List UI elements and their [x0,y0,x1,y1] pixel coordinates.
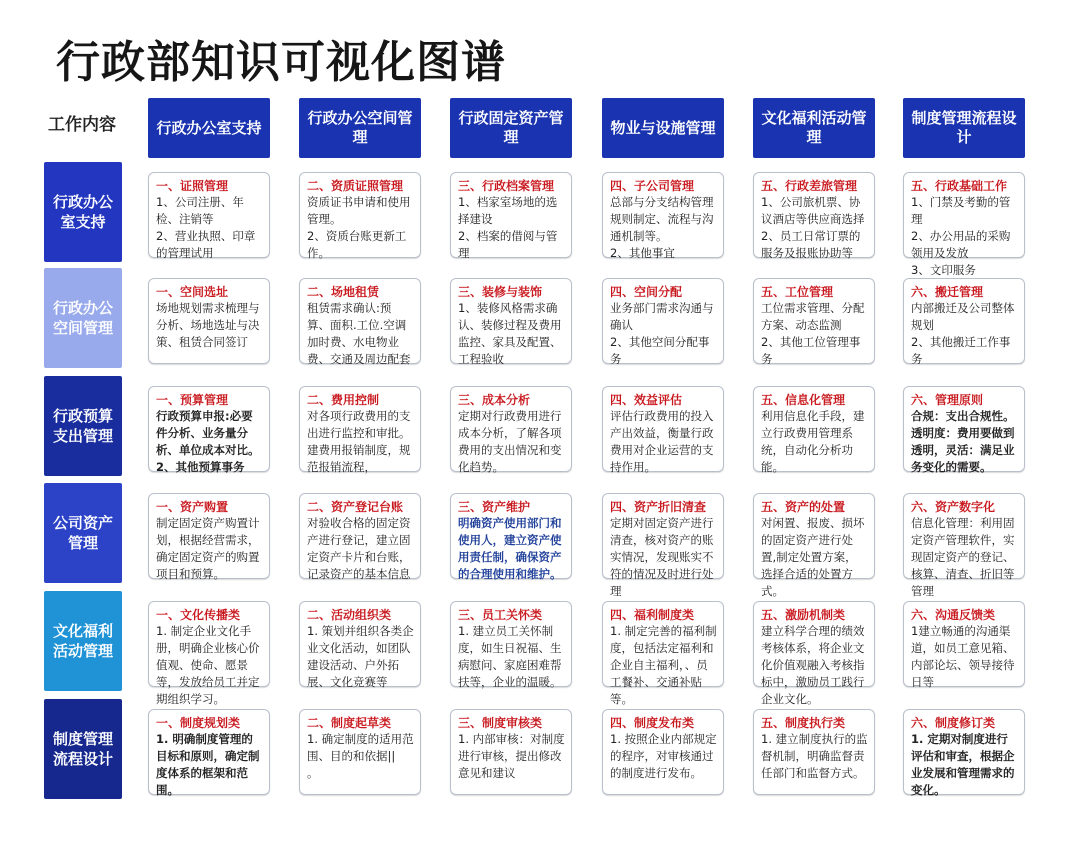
knowledge-cell [148,493,270,579]
row-header [44,268,122,368]
cell-title: 六、搬迁管理 [911,285,984,299]
knowledge-cell [299,709,421,795]
cell-title: 三、制度审核类 [458,716,543,730]
cell-title: 四、效益评估 [610,393,683,407]
cell-title: 六、沟通反馈类 [911,608,996,622]
knowledge-cell [753,709,875,795]
row-header [44,591,122,691]
cell-body: 1. 内部审核：对制度进行审核，提出修改意见和建议 [458,732,565,780]
knowledge-cell [753,278,875,364]
knowledge-cell [602,601,724,706]
cell-body: 场地规划需求梳理与分析、场地选址与决策、租赁合同签订 [156,301,260,349]
cell-title: 二、费用控制 [307,393,380,407]
row-header [44,699,122,799]
knowledge-cell [602,278,724,364]
cell-body: 信息化管理：利用固定资产管理软件，实现固定资产的登记、核算、清查、折旧等管理 [911,516,1015,598]
cell-title: 一、空间选址 [156,285,229,299]
cell-body: 1、档家室场地的选择建设 2、档案的借阅与管理 [458,195,558,260]
cell-body: 业务部门需求沟通与确认 2、其他空间分配事务 [610,301,714,366]
row-header [44,162,122,262]
knowledge-cell [299,386,421,472]
cell-title: 二、制度起草类 [307,716,392,730]
cell-body: 总部与分支结构管理规则制定、流程与沟通机制等。 2、其他事宜 [610,195,714,260]
knowledge-cell [148,278,270,364]
cell-body: 定期对固定资产进行清查，核对资产的账实情况，发现账实不符的情况及时进行处理 [610,516,714,598]
knowledge-cell [903,278,1025,364]
knowledge-cell [148,709,270,795]
cell-body: 内部搬迁及公司整体规划 2、其他搬迁工作事务 [911,301,1015,366]
cell-title: 六、资产数字化 [911,500,996,514]
cell-title: 五、制度执行类 [761,716,846,730]
cell-title: 三、成本分析 [458,393,531,407]
knowledge-cell [299,601,421,687]
cell-title: 一、证照管理 [156,179,229,193]
cell-body: 建立科学合理的绩效考核体系，将企业文化价值观融入考核指标中，激励员工践行企业文化。 [761,624,865,706]
row-header-label: 行政办公室支持 [53,193,114,231]
cell-body: 资质证书申请和使用管理。 2、资质台账更新工作。 [307,195,411,260]
knowledge-cell [903,172,1025,277]
knowledge-cell [753,172,875,258]
knowledge-cell [903,601,1025,687]
knowledge-cell [903,386,1025,472]
cell-body: 1建立畅通的沟通渠道，如员工意见箱、内部论坛、领导接待日等 [911,624,1015,689]
knowledge-cell [753,386,875,472]
cell-title: 六、制度修订类 [911,716,996,730]
knowledge-cell [450,386,572,472]
knowledge-cell [450,493,572,579]
cell-body: 合规：支出合规性。透明度：费用要做到透明，灵活：满足业务变化的需要。 [911,409,1015,474]
knowledge-cell [148,386,270,472]
row-header-label: 制度管理流程设计 [53,730,114,768]
cell-title: 二、活动组织类 [307,608,392,622]
cell-title: 四、制度发布类 [610,716,695,730]
column-header: 行政办公室支持 [148,98,270,158]
column-header: 行政办公空间管理 [299,98,421,158]
knowledge-cell [602,172,724,258]
cell-title: 四、子公司管理 [610,179,695,193]
cell-body: 1. 按照企业内部规定的程序，对审核通过的制度进行发布。 [610,732,717,780]
knowledge-cell [148,172,270,258]
cell-body: 评估行政费用的投入产出效益，衡量行政费用对企业运营的支持作用。 [610,409,714,474]
cell-body: 1、公司注册、年检、注销等 2、营业执照、印章的管理试用 [156,195,256,260]
cell-body: 定期对行政费用进行成本分析，了解各项费用的支出情况和变化趋势。 [458,409,562,474]
knowledge-cell [602,386,724,472]
row-header-label: 行政办公空间管理 [53,299,114,337]
cell-title: 五、行政差旅管理 [761,179,858,193]
cell-title: 一、预算管理 [156,393,229,407]
knowledge-cell [450,278,572,364]
cell-title: 二、资质证照管理 [307,179,404,193]
cell-title: 五、激励机制类 [761,608,846,622]
row-header [44,483,122,583]
knowledge-cell [602,493,724,598]
cell-body: 制定固定资产购置计划，根据经营需求，确定固定资产的购置项目和预算。 [156,516,260,581]
knowledge-cell [299,493,421,579]
row-header-label: 文化福利活动管理 [53,622,114,660]
cell-title: 四、空间分配 [610,285,683,299]
knowledge-cell [450,601,572,687]
cell-title: 三、员工关怀类 [458,608,543,622]
cell-title: 一、资产购置 [156,500,229,514]
cell-body: 明确资产使用部门和使用人，建立资产使用责任制，确保资产的合理使用和维护。 [458,516,562,581]
column-header: 行政固定资产管理 [450,98,572,158]
cell-body: 对验收合格的固定资产进行登记，建立固定资产卡片和台账，记录资产的基本信息 [307,516,411,581]
cell-body: 1. 建立员工关怀制度，如生日祝福、生病慰问、家庭困难帮扶等，企业的温暖。 [458,624,562,689]
cell-title: 二、场地租赁 [307,285,380,299]
knowledge-cell [903,709,1025,795]
cell-body: 1. 明确制度管理的目标和原则，确定制度体系的框架和范围。 [156,732,260,797]
cell-title: 四、资产折旧清查 [610,500,707,514]
cell-body: 1. 策划并组织各类企业文化活动，如团队建设活动、户外拓展、文化竞赛等 [307,624,414,689]
cell-title: 三、装修与装饰 [458,285,543,299]
cell-title: 三、资产维护 [458,500,531,514]
cell-body: 1、门禁及考勤的管理 2、办公用品的采购领用及发放 3、文印服务 [911,195,1011,277]
cell-body: 1. 建立制度执行的监督机制，明确监督责任部门和监督方式。 [761,732,868,780]
cell-title: 五、工位管理 [761,285,834,299]
row-header-label: 行政预算支出管理 [53,407,114,445]
cell-body: 对闲置、报废、损坏的固定资产进行处置,制定处置方案，选择合适的处置方式。 [761,516,865,598]
column-header: 制度管理流程设计 [903,98,1025,158]
knowledge-cell [903,493,1025,598]
cell-body: 租赁需求确认:预算、面积.工位.空调加时费、水电物业费、交通及周边配套 [307,301,411,366]
cell-title: 六、管理原则 [911,393,984,407]
cell-title: 五、行政基础工作 [911,179,1008,193]
cell-body: 1、公司旅机票、协议酒店等供应商选择 2、员工日常订票的服务及报账协助等 [761,195,865,260]
knowledge-cell [148,601,270,706]
cell-title: 二、资产登记台账 [307,500,404,514]
work-content-label: 工作内容 [48,115,116,135]
knowledge-cell [450,709,572,795]
cell-body: 利用信息化手段，建立行政费用管理系统，自动化分析功能。 [761,409,865,474]
cell-title: 一、制度规划类 [156,716,241,730]
cell-title: 四、福利制度类 [610,608,695,622]
knowledge-cell [299,172,421,258]
cell-body: 工位需求管理、分配方案、动态监测 2、其他工位管理事务 [761,301,865,366]
cell-title: 五、信息化管理 [761,393,846,407]
column-header: 物业与设施管理 [602,98,724,158]
cell-body: 1. 制定企业文化手册，明确企业核心价值观、使命、愿景等，发放给员工并定期组织学习。 [156,624,260,706]
cell-title: 一、文化传播类 [156,608,241,622]
knowledge-cell [602,709,724,795]
row-header [44,376,122,476]
knowledge-cell [299,278,421,364]
cell-body: 对各项行政费用的支出进行监控和审批。建费用报销制度，规范报销流程， [307,409,411,474]
cell-body: 1. 定期对制度进行评估和审查，根据企业发展和管理需求的变化。 [911,732,1015,797]
cell-body: 1. 确定制度的适用范围、目的和依据|| 。 [307,732,414,780]
cell-body: 1、装修风格需求确认、装修过程及费用监控、家具及配置、工程验收 [458,301,562,366]
knowledge-cell [450,172,572,258]
cell-title: 五、资产的处置 [761,500,846,514]
cell-body: 行政预算申报:必要件分析、业务量分析、单位成本对比。 2、其他预算事务 [156,409,260,474]
column-header: 文化福利活动管理 [753,98,875,158]
cell-title: 三、行政档案管理 [458,179,555,193]
cell-body: 1. 制定完善的福利制度，包括法定福利和企业自主福利，、员工餐补、交通补贴等。 [610,624,717,706]
page-title: 行政部知识可视化图谱 [56,37,506,88]
row-header-label: 公司资产管理 [53,514,114,552]
knowledge-cell [753,493,875,598]
knowledge-cell [753,601,875,706]
